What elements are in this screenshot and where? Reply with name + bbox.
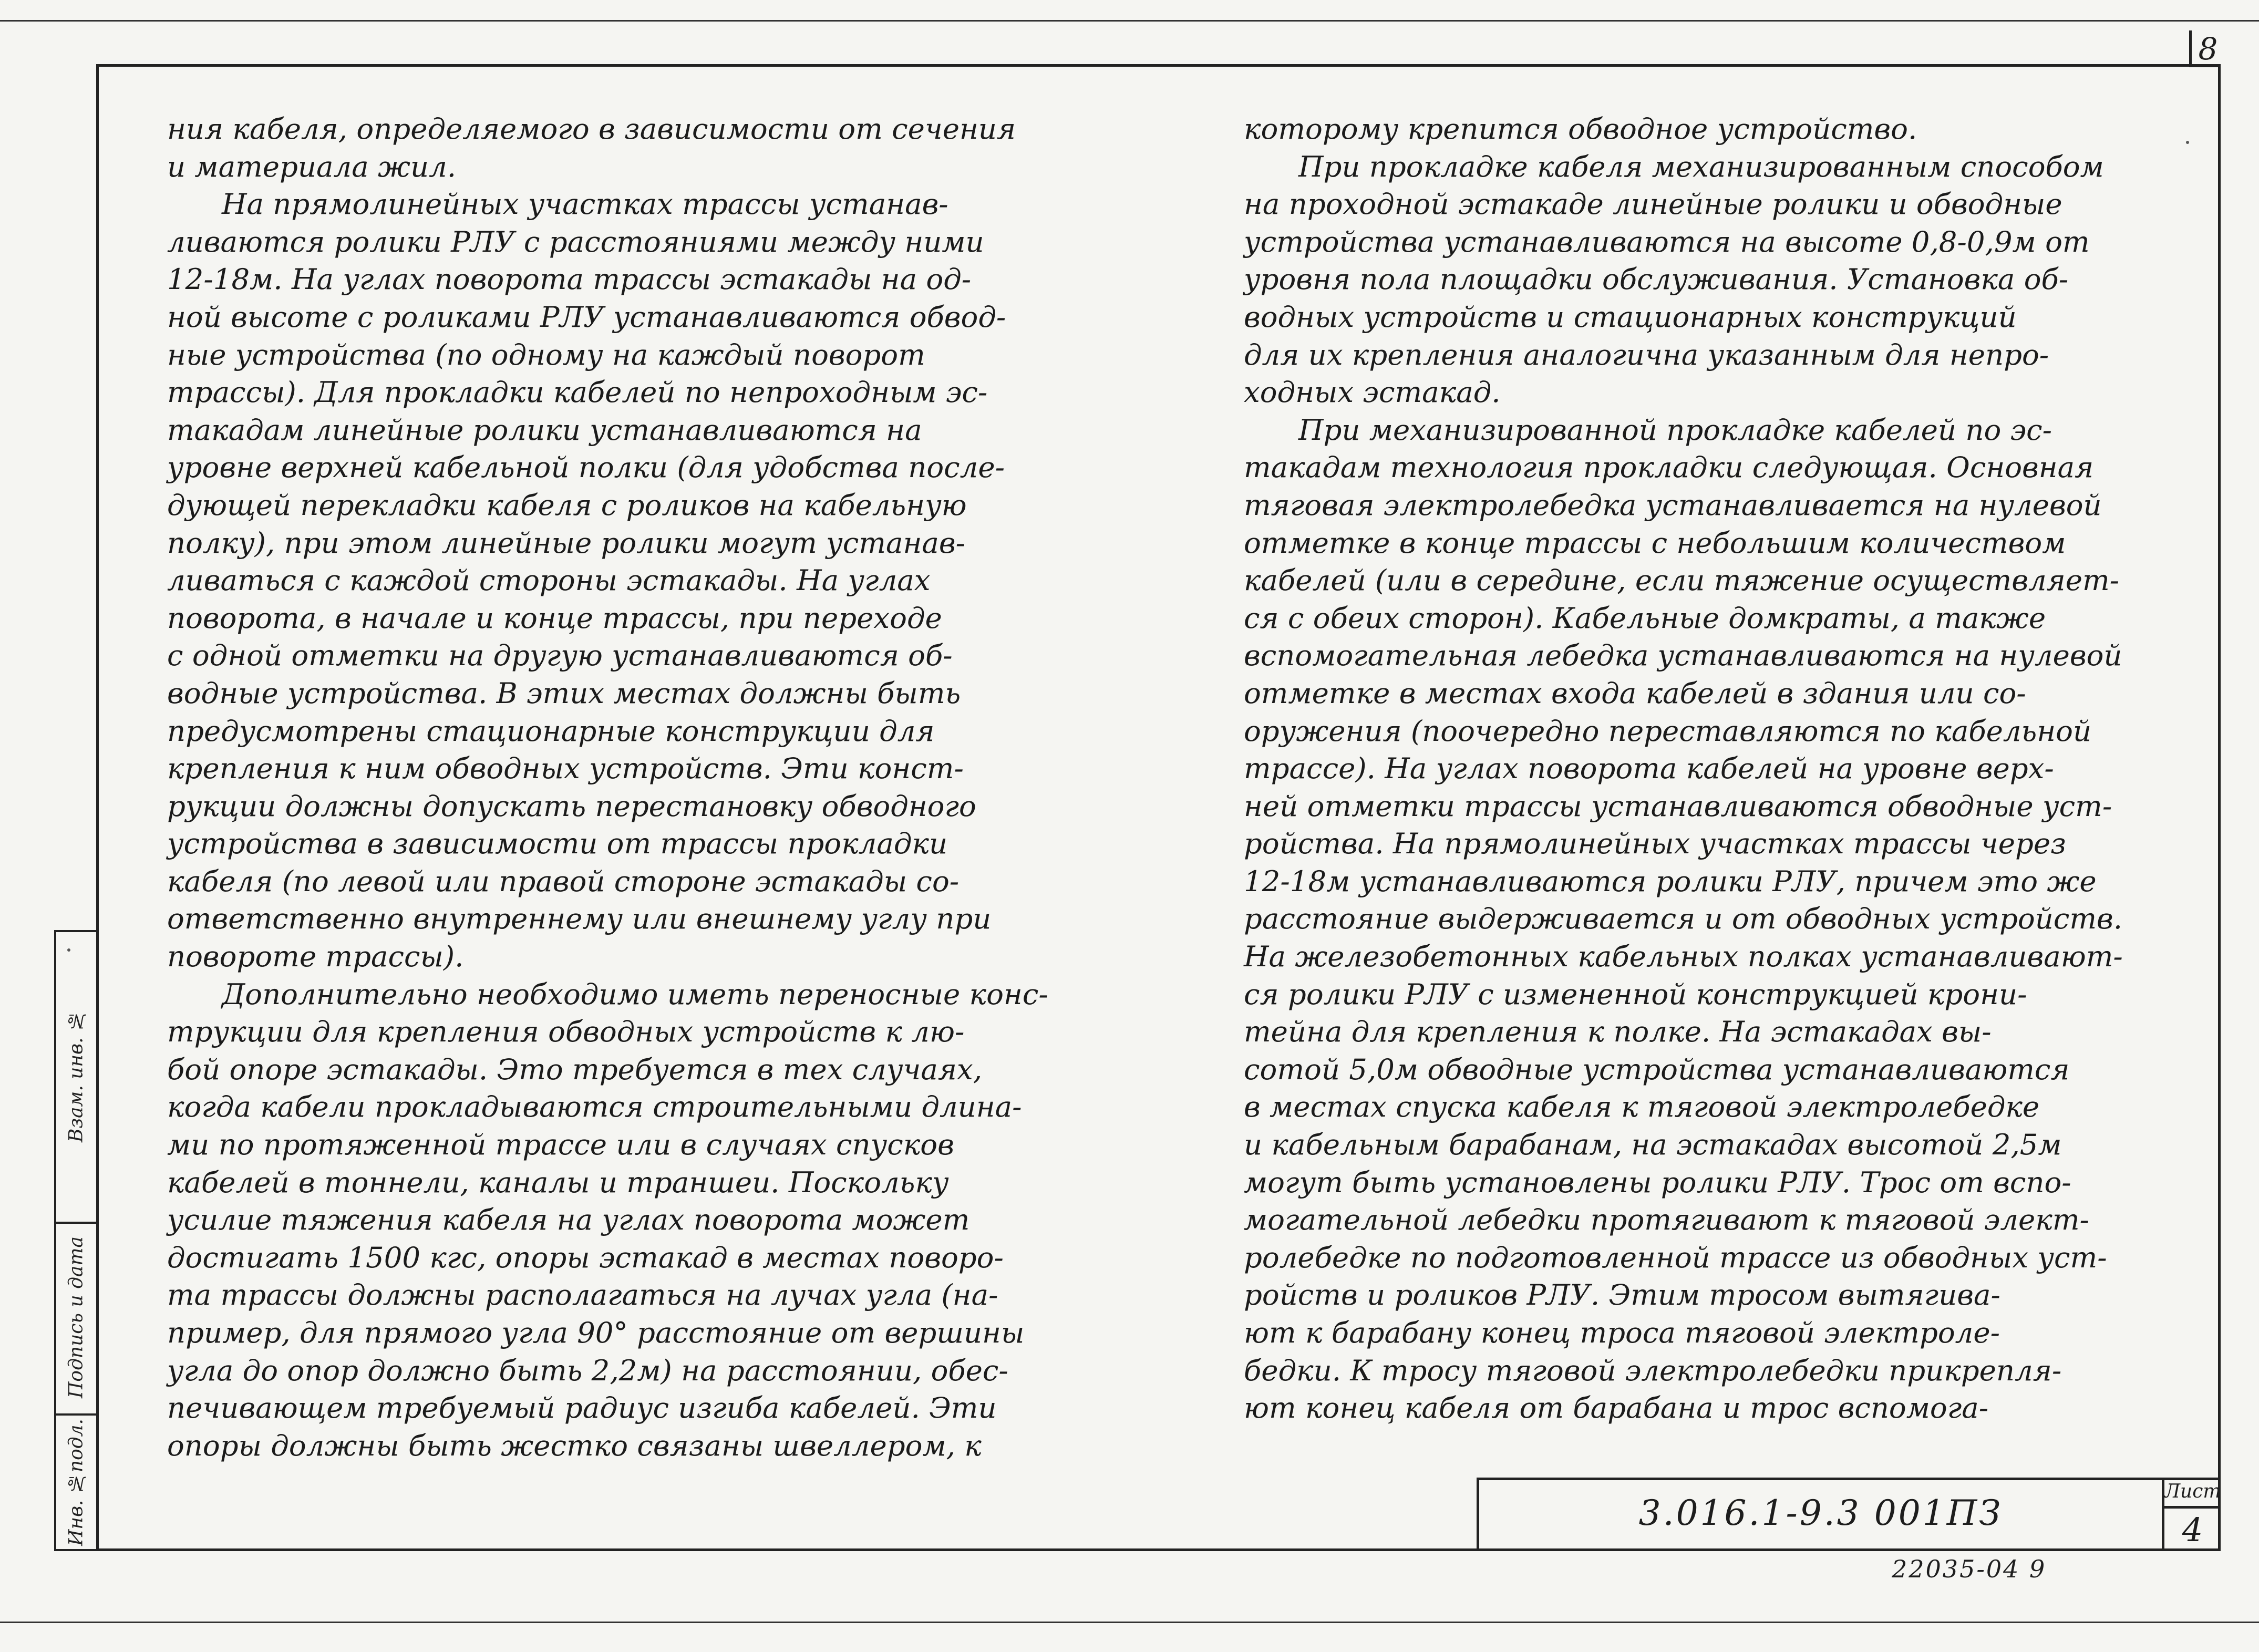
side-stamp-inv-original: Инв. №подл. — [65, 1419, 87, 1546]
side-stamp-signature-date: Подпись и дата — [65, 1236, 87, 1399]
text-line: ролебедке по подготовленной трассе из обводных уст- — [1244, 1240, 2107, 1274]
inventory-number: 22035-04 9 — [1892, 1555, 2047, 1583]
text-line: которому крепится обводное устройство. — [1244, 112, 1917, 146]
text-line: дующей перекладки кабеля с роликов на кабельную — [167, 488, 967, 522]
text-line: уровне верхней кабельной полки (для удобства после- — [167, 450, 1005, 484]
text-line: При механизированной прокладке кабелей по эс- — [1244, 412, 2052, 447]
text-line: с одной отметки на другую устанавливаются об- — [167, 638, 953, 673]
text-line: ют к барабану конец троса тяговой электроле- — [1244, 1316, 2000, 1349]
text-column-right — [1244, 110, 2184, 1427]
text-line: ливаются ролики РЛУ с расстояниями между ними — [167, 224, 984, 259]
sheet-value: 4 — [2182, 1511, 2203, 1549]
text-line: кабелей (или в середине, если тяжение осуществляет- — [1244, 563, 2120, 597]
sheet-label: Лист — [2164, 1481, 2221, 1502]
text-line: и материала жил. — [167, 149, 457, 183]
text-line: трассе). На углах поворота кабелей на уровне верх- — [1244, 751, 2054, 786]
text-line: поворота, в начале и конце трассы, при переходе — [167, 601, 942, 635]
text-line: На прямолинейных участках трассы устанав- — [167, 187, 948, 221]
title-block-divider — [2162, 1506, 2221, 1509]
text-column-left — [167, 110, 1102, 1464]
text-line: кабелей в тоннели, каналы и траншеи. Поскольку — [167, 1165, 949, 1199]
text-line: ные устройства (по одному на каждый поворот — [167, 337, 925, 371]
text-line: отметке в конце трассы с небольшим количеством — [1244, 525, 2066, 560]
text-line: ют конец кабеля от барабана и трос вспомога- — [1244, 1391, 1989, 1425]
text-line: вспомогательная лебедка устанавливаются на нулевой — [1244, 638, 2122, 673]
text-line: расстояние выдерживается и от обводных устройств. — [1244, 902, 2123, 936]
text-line: тейна для крепления к полке. На эстакадах вы- — [1244, 1015, 1992, 1049]
text-line: сотой 5,0м обводные устройства устанавливаются — [1244, 1052, 2070, 1086]
text-line: и кабельным барабанам, на эстакадах высотой 2,5м — [1244, 1128, 2062, 1162]
text-line: 12-18м. На углах поворота трассы эстакады на од- — [167, 262, 972, 296]
text-line: достигать 1500 кгс, опоры эстакад в местах поворо- — [167, 1240, 1004, 1274]
text-line: отметке в местах входа кабелей в здания или со- — [1244, 676, 2026, 710]
text-line: могут быть установлены ролики РЛУ. Трос от вспо- — [1244, 1165, 2071, 1199]
text-line: ния кабеля, определяемого в зависимости от сечения — [167, 112, 1016, 146]
text-line: ней отметки трассы устанавливаются обводные уст- — [1244, 789, 2112, 823]
stray-mark — [2186, 141, 2189, 144]
outer-top-line — [0, 20, 2259, 22]
text-line: устройства устанавливаются на высоте 0,8-0,9м от — [1244, 224, 2090, 259]
text-line: трассы). Для прокладки кабелей по непроходным эс- — [167, 375, 988, 409]
text-line: рукции должны допускать перестановку обводного — [167, 789, 976, 823]
stray-mark — [67, 948, 70, 952]
text-line: уровня пола площадки обслуживания. Установка об- — [1244, 262, 2069, 296]
outer-bottom-line — [0, 1622, 2259, 1623]
text-line: ливаться с каждой стороны эстакады. На углах — [167, 563, 931, 597]
text-line: опоры должны быть жестко связаны швеллером, к — [167, 1428, 982, 1462]
text-line: усилие тяжения кабеля на углах поворота может — [167, 1203, 970, 1237]
text-line: ся ролики РЛУ с измененной конструкцией крони- — [1244, 977, 2027, 1011]
text-line: 12-18м устанавливаются ролики РЛУ, причем это же — [1244, 864, 2097, 898]
text-line: При прокладке кабеля механизированным способом — [1244, 149, 2104, 183]
text-line: тяговая электролебедка устанавливается на нулевой — [1244, 488, 2102, 522]
text-line: ной высоте с роликами РЛУ устанавливаются обвод- — [167, 300, 1006, 334]
text-line: такадам линейные ролики устанавливаются на — [167, 412, 922, 447]
text-line: предусмотрены стационарные конструкции для — [167, 714, 935, 748]
text-line: когда кабели прокладываются строительными длина- — [167, 1090, 1022, 1124]
text-line: крепления к ним обводных устройств. Эти конст- — [167, 751, 964, 786]
text-line: такадам технология прокладки следующая. Основная — [1244, 450, 2094, 484]
text-line: печивающем требуемый радиус изгиба кабелей. Эти — [167, 1391, 997, 1425]
text-line: ся с обеих сторон). Кабельные домкраты, а также — [1244, 601, 2046, 635]
text-line: повороте трассы). — [167, 939, 464, 974]
text-line: полку), при этом линейные ролики могут устанав- — [167, 525, 966, 560]
text-line: бедки. К тросу тяговой электролебедки прикрепля- — [1244, 1353, 2062, 1387]
sheet-number: 8 — [2198, 31, 2218, 67]
text-line: устройства в зависимости от трассы прокладки — [167, 827, 948, 861]
text-line: для их крепления аналогична указанным для непро- — [1244, 337, 2049, 371]
text-line: в местах спуска кабеля к тяговой электролебедке — [1244, 1090, 2040, 1124]
text-line: ройства. На прямолинейных участках трассы через — [1244, 827, 2066, 861]
document-code: 3.016.1-9.3 001ПЗ — [1638, 1493, 2003, 1533]
text-line: ходных эстакад. — [1244, 375, 1501, 409]
text-line: ми по протяженной трассе или в случаях спусков — [167, 1128, 954, 1162]
text-line: водных устройств и стационарных конструкций — [1244, 300, 2017, 334]
text-line: на проходной эстакаде линейные ролики и обводные — [1244, 187, 2062, 221]
text-line: могательной лебедки протягивают к тяговой элект- — [1244, 1203, 2089, 1237]
side-stamp-replace-inv: Взам. инв. № — [65, 1009, 87, 1142]
text-line: Дополнительно необходимо иметь переносные конс- — [167, 977, 1048, 1011]
text-line: трукции для крепления обводных устройств к лю- — [167, 1015, 965, 1049]
text-line: оружения (поочередно переставляются по кабельной — [1244, 714, 2092, 748]
text-line: ответственно внутреннему или внешнему углу при — [167, 902, 992, 936]
text-line: водные устройства. В этих местах должны быть — [167, 676, 961, 710]
text-line: кабеля (по левой или правой стороне эстакады со- — [167, 864, 960, 898]
text-line: угла до опор должно быть 2,2м) на расстоянии, обес- — [167, 1353, 1008, 1387]
text-line: ройств и роликов РЛУ. Этим тросом вытягива- — [1244, 1278, 2000, 1312]
text-line: пример, для прямого угла 90° расстояние от вершины — [167, 1316, 1025, 1349]
text-line: На железобетонных кабельных полках устанавливают- — [1244, 939, 2123, 974]
text-line: бой опоре эстакады. Это требуется в тех случаях, — [167, 1052, 983, 1086]
text-line: та трассы должны располагаться на лучах угла (на- — [167, 1278, 998, 1312]
